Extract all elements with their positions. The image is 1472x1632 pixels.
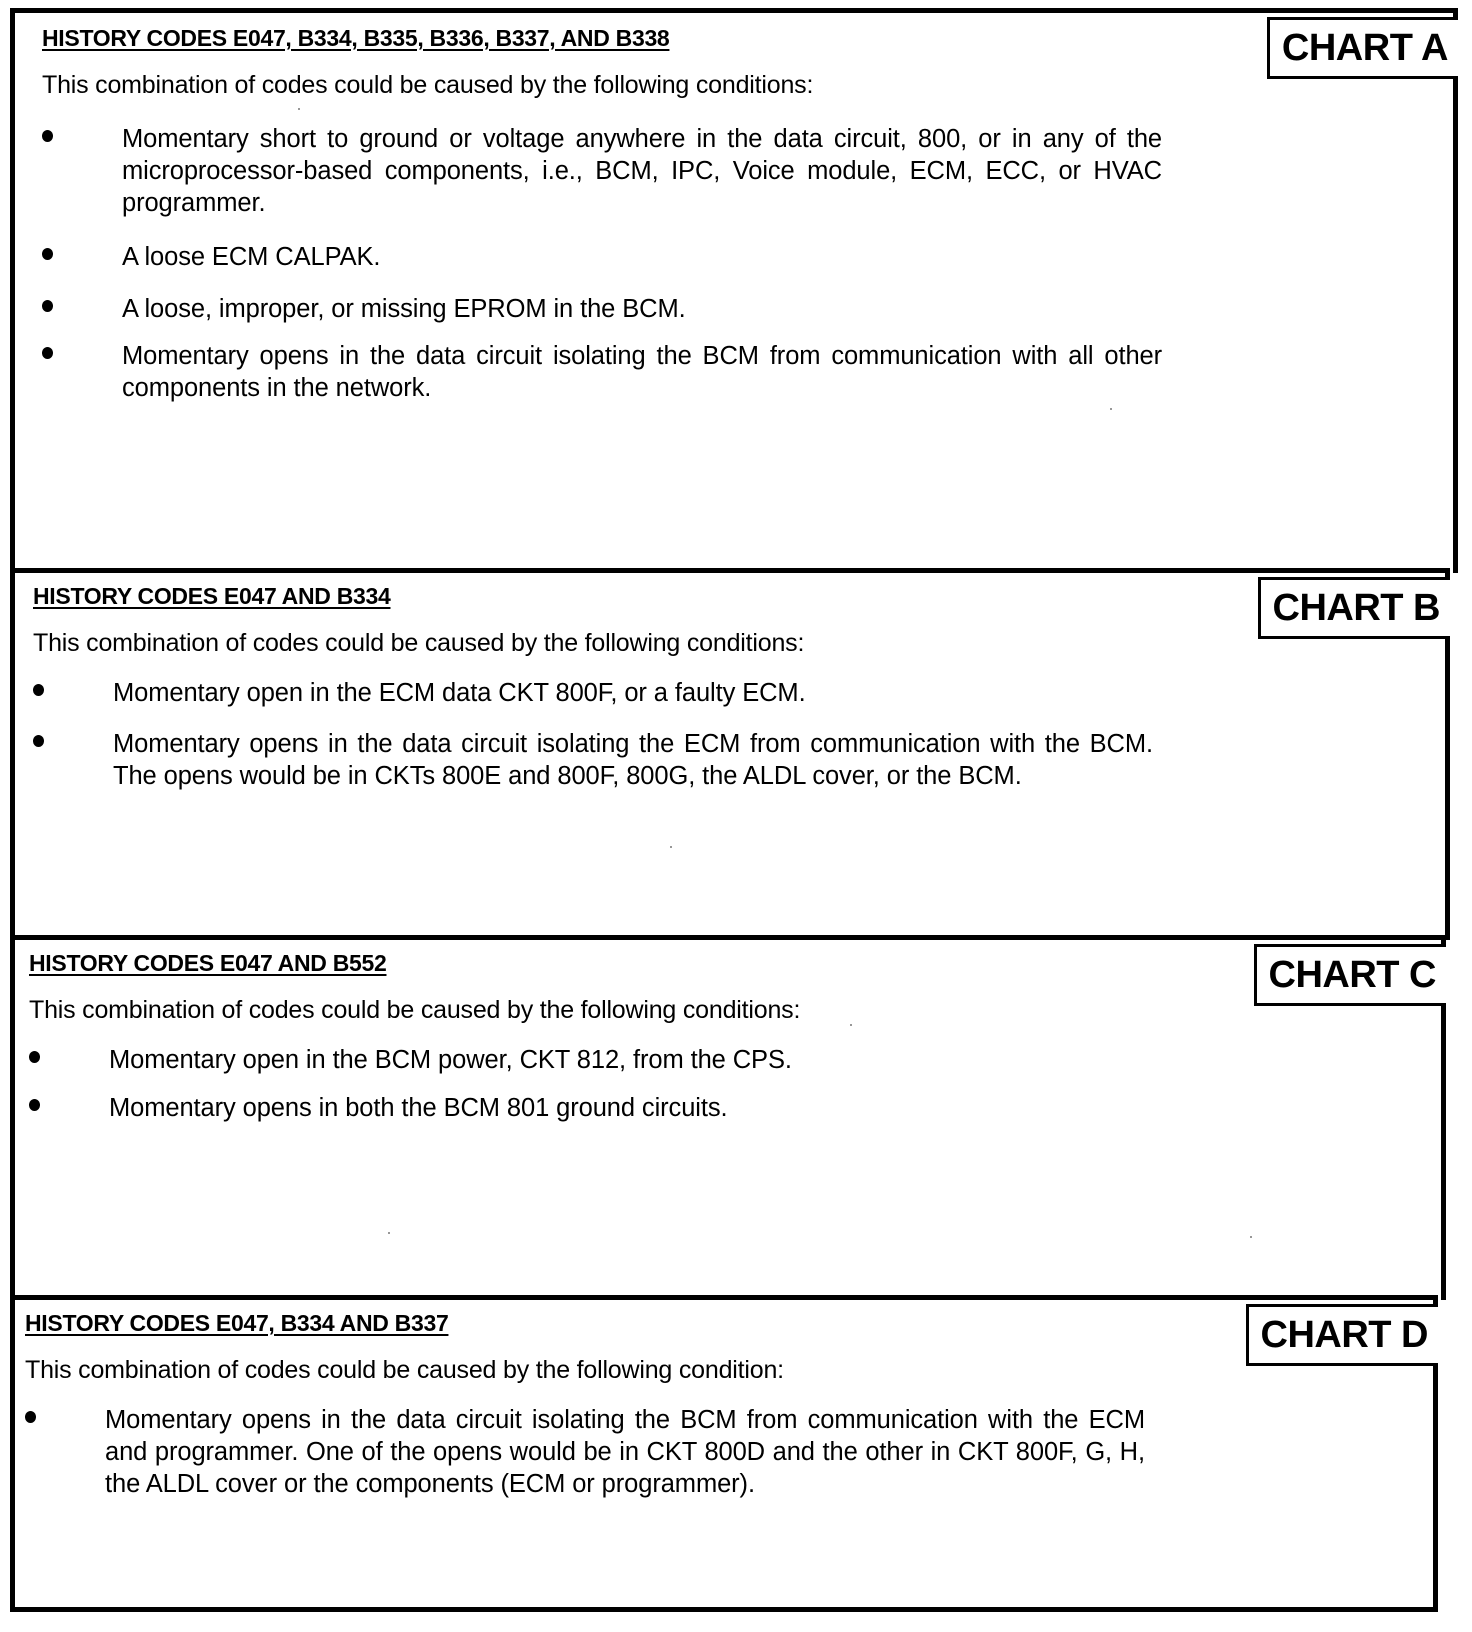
chart-d-panel — [10, 1295, 1438, 1612]
chart-b-heading: HISTORY CODES E047 AND B334 — [33, 583, 391, 609]
chart-c-intro: This combination of codes could be caused by the following conditions: — [29, 996, 801, 1024]
chart-a-panel — [10, 8, 1458, 573]
chart-a-bullet-2-text: A loose ECM CALPAK. — [122, 243, 381, 271]
scan-speck — [850, 1024, 852, 1026]
chart-c-heading: HISTORY CODES E047 AND B552 — [29, 950, 387, 976]
scan-speck — [298, 108, 300, 110]
bullet-icon — [42, 347, 53, 359]
chart-d-bullet-1-text: Momentary opens in the data circuit isolating the BCM from communication with the ECM and programmer. One of the opens would be in CKT 800D and the other in CKT 800F, G, H, the ALDL cover or the components (ECM or programmer). — [105, 1406, 1145, 1498]
chart-a-heading: HISTORY CODES E047, B334, B335, B336, B337, AND B338 — [42, 25, 670, 51]
chart-a-bullet-4-text: Momentary opens in the data circuit isolating the BCM from communication with all other components in the network. — [122, 342, 1162, 402]
chart-c-bullet-1-text: Momentary open in the BCM power, CKT 812, from the CPS. — [109, 1046, 792, 1074]
chart-a-intro: This combination of codes could be caused by the following conditions: — [42, 71, 814, 99]
chart-d-label: CHART D — [1246, 1304, 1438, 1366]
chart-b-panel — [10, 568, 1450, 940]
document-page — [10, 8, 1458, 1612]
bullet-icon — [42, 300, 53, 312]
chart-a-bullet-3-text: A loose, improper, or missing EPROM in the BCM. — [122, 295, 686, 323]
scan-speck — [1250, 1236, 1252, 1238]
bullet-icon — [29, 1051, 40, 1063]
bullet-icon — [29, 1099, 40, 1111]
chart-b-intro: This combination of codes could be caused by the following conditions: — [33, 629, 805, 657]
chart-b-label: CHART B — [1258, 577, 1450, 639]
bullet-icon — [42, 248, 53, 260]
scan-speck — [670, 846, 672, 848]
chart-d-heading: HISTORY CODES E047, B334 AND B337 — [25, 1310, 449, 1336]
scan-speck — [1110, 408, 1112, 410]
bullet-icon — [25, 1411, 36, 1423]
bullet-icon — [42, 130, 53, 142]
chart-c-bullet-2-text: Momentary opens in both the BCM 801 ground circuits. — [109, 1094, 728, 1122]
chart-c-panel — [10, 935, 1446, 1300]
chart-a-bullet-1-text: Momentary short to ground or voltage anywhere in the data circuit, 800, or in any of the microprocessor-based components, i.e., BCM, IPC, Voice module, ECM, ECC, or HVAC programmer. — [122, 125, 1162, 217]
bullet-icon — [33, 735, 44, 747]
chart-c-label: CHART C — [1254, 944, 1446, 1006]
chart-d-intro: This combination of codes could be caused by the following condition: — [25, 1356, 784, 1384]
chart-a-label: CHART A — [1267, 17, 1458, 79]
chart-b-bullet-2-text: Momentary opens in the data circuit isolating the ECM from communication with the BCM. The opens would be in CKTs 800E and 800F, 800G, the ALDL cover, or the BCM. — [113, 730, 1153, 790]
chart-b-bullet-1-text: Momentary open in the ECM data CKT 800F, or a faulty ECM. — [113, 679, 806, 707]
scan-speck — [388, 1232, 390, 1234]
bullet-icon — [33, 684, 44, 696]
